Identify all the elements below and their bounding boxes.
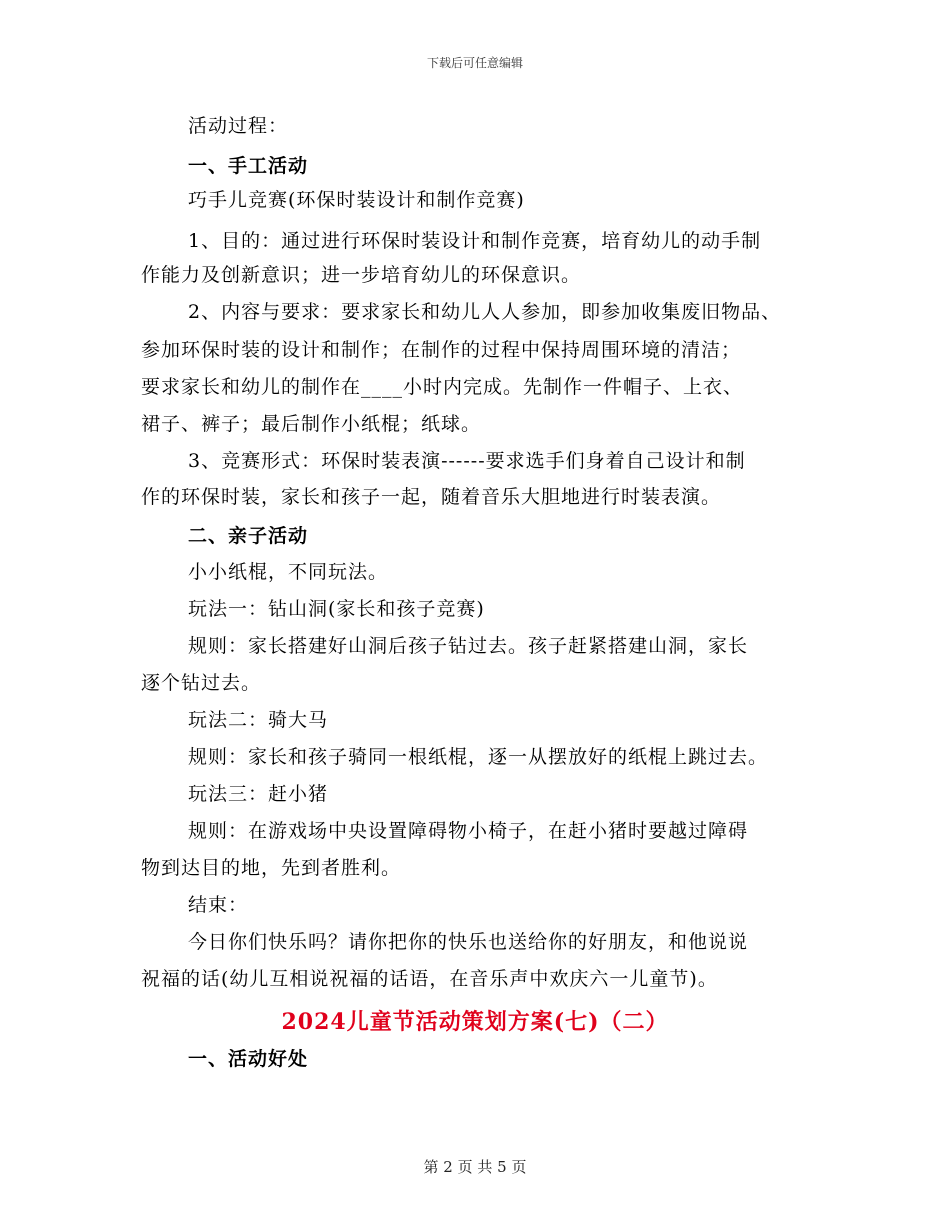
text-line: 巧手儿竞赛(环保时装设计和制作竞赛) [188, 189, 525, 211]
text-line: 1、目的：通过进行环保时装设计和制作竞赛，培育幼儿的动手制 [188, 230, 762, 252]
page-header: 下载后可任意编辑 [426, 56, 523, 70]
text-line: 物到达目的地，先到者胜利。 [141, 857, 402, 879]
text-line: 规则：在游戏场中央设置障碍物小椅子，在赶小猪时要越过障碍 [188, 820, 749, 842]
text-line: 祝福的话(幼儿互相说祝福的话语，在音乐声中欢庆六一儿童节)。 [141, 968, 718, 990]
section-title: 2024儿童节活动策划方案(七)（二） [281, 1009, 669, 1035]
text-line: 3、竞赛形式：环保时装表演------要求选手们身着自己设计和制 [188, 450, 746, 472]
text-line: 裙子、裤子；最后制作小纸棍；纸球。 [141, 413, 482, 435]
text-line: 2、内容与要求：要求家长和幼儿人人参加，即参加收集废旧物品、 [188, 301, 782, 323]
text-line: 活动过程： [188, 115, 289, 137]
text-line: 作的环保时装，家长和孩子一起，随着音乐大胆地进行时装表演。 [141, 486, 722, 508]
section-heading: 一、手工活动 [188, 155, 309, 177]
text-line: 玩法三：赶小猪 [188, 783, 329, 805]
text-line: 要求家长和幼儿的制作在____小时内完成。先制作一件帽子、上衣、 [141, 376, 744, 398]
text-line: 规则：家长搭建好山洞后孩子钻过去。孩子赶紧搭建山洞，家长 [188, 635, 749, 657]
page-number: 第 2 页 共 5 页 [423, 1158, 527, 1176]
text-line: 小小纸棍，不同玩法。 [188, 561, 389, 583]
text-line: 参加环保时装的设计和制作；在制作的过程中保持周围环境的清洁； [141, 339, 742, 361]
text-line: 玩法一：钻山洞(家长和孩子竞赛) [188, 598, 485, 620]
text-line: 作能力及创新意识；进一步培育幼儿的环保意识。 [141, 264, 582, 286]
text-line: 逐个钻过去。 [141, 672, 262, 694]
section-heading: 一、活动好处 [188, 1048, 309, 1070]
text-line: 规则：家长和孩子骑同一根纸棍，逐一从摆放好的纸棍上跳过去。 [188, 746, 769, 768]
text-line: 玩法二：骑大马 [188, 709, 329, 731]
section-heading: 二、亲子活动 [188, 525, 309, 547]
text-line: 今日你们快乐吗？请你把你的快乐也送给你的好朋友，和他说说 [188, 931, 749, 953]
text-line: 结束： [188, 894, 249, 916]
